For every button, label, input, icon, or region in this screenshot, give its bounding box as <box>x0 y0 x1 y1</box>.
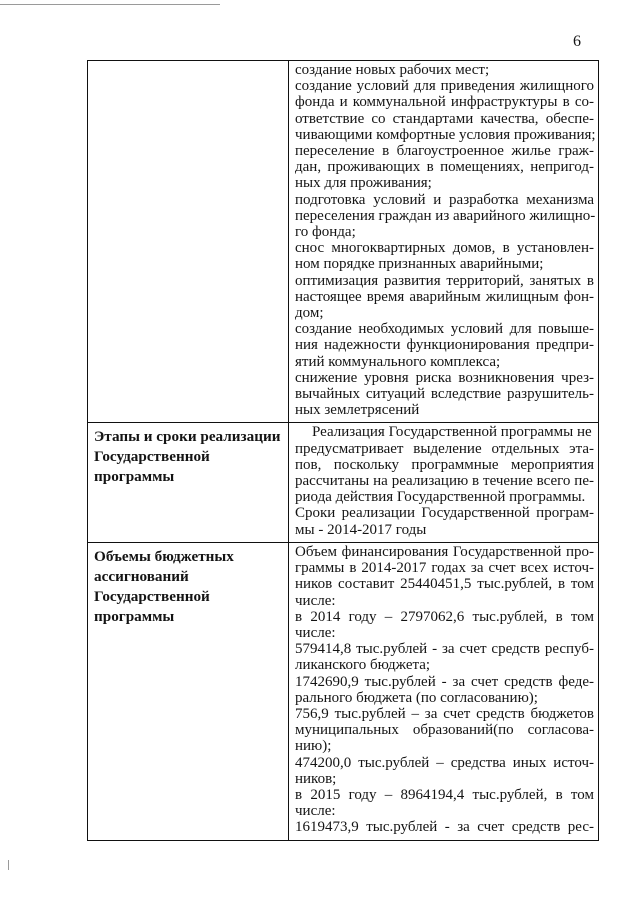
row-content-cell <box>289 542 599 840</box>
text-line: ятий коммунального комплекса; <box>295 353 501 370</box>
text-line: рассчитаны на реализацию в течение всего пе- <box>295 473 594 490</box>
row-content-cell <box>289 423 599 542</box>
row-label-cell <box>88 542 289 840</box>
text-line: предусматривает выделение отдельных эта- <box>295 440 594 457</box>
text-line: вычайных ситуаций вследствие разрушитель- <box>295 386 594 403</box>
text-line: дом; <box>295 305 324 322</box>
text-line: ном порядке признанных аварийными; <box>295 256 544 273</box>
text-line: Объем финансирования Государственной про- <box>295 543 594 560</box>
text-line: числе: <box>295 803 336 820</box>
text-line: рального бюджета (по согласованию); <box>295 689 538 706</box>
text-line: в 2015 году – 8964194,4 тыс.рублей, в том <box>295 786 594 803</box>
text-line: настоящее время аварийным жилищным фон- <box>295 288 594 305</box>
row-text <box>289 423 598 541</box>
text-line: создание необходимых условий для повыше- <box>295 321 594 338</box>
row-text <box>289 61 598 422</box>
text-line: муниципальных образований(по согласова- <box>295 722 594 739</box>
table-row-stages <box>88 423 599 542</box>
table-row-goals <box>88 61 599 423</box>
text-line: 1742690,9 тыс.рублей - за счет средств феде- <box>295 673 594 690</box>
row-label-cell <box>88 61 289 423</box>
row-label: Объемы бюджетных ассигнований Государственной программы <box>94 547 234 625</box>
text-line: в 2014 году – 2797062,6 тыс.рублей, в том <box>295 608 594 625</box>
row-content-cell <box>289 61 599 423</box>
text-line: ответствие со стандартами качества, обеспе- <box>295 110 594 127</box>
text-line: 756,9 тыс.рублей – за счет средств бюджетов <box>295 705 594 722</box>
text-line: создание условий для приведения жилищного <box>295 78 594 95</box>
text-line: подготовка условий и разработка механизма <box>295 191 594 208</box>
row-text <box>289 543 598 840</box>
text-line: 474200,0 тыс.рублей – средства иных источ- <box>295 754 594 771</box>
text-line: го фонда; <box>295 224 356 241</box>
text-line: снижение уровня риска возникновения чрез- <box>295 369 594 386</box>
text-line: ния надежности функционирования предпри- <box>295 337 594 354</box>
text-line: ных для проживания; <box>295 175 432 192</box>
text-line: ников; <box>295 770 337 787</box>
text-line: 579414,8 тыс.рублей - за счет средств респуб- <box>295 641 594 658</box>
text-line: нию); <box>295 738 332 755</box>
row-label-cell <box>88 423 289 542</box>
text-line: пов, поскольку программные мероприятия <box>295 456 594 473</box>
text-line: снос многоквартирных домов, в установлен- <box>295 240 594 257</box>
text-line: переселение в благоустроенное жилье граж- <box>295 143 594 160</box>
text-line: фонда и коммунальной инфраструктуры в со- <box>295 94 594 111</box>
text-line: ников составит 25440451,5 тыс.рублей, в том <box>295 576 594 593</box>
text-line: создание новых рабочих мест; <box>295 62 490 78</box>
page-number: 6 <box>573 33 581 50</box>
text-line: оптимизация развития территорий, занятых в <box>295 272 594 289</box>
text-line: чивающими комфортные условия проживания; <box>295 126 596 143</box>
program-passport-table <box>87 60 599 841</box>
text-line: Реализация Государственной программы не <box>312 424 592 441</box>
text-line: мы - 2014-2017 годы <box>295 521 427 538</box>
text-line: Сроки реализации Государственной програм- <box>295 505 594 522</box>
scan-margin-mark <box>8 860 9 870</box>
text-line: 1619473,9 тыс.рублей - за счет средств рес- <box>295 819 594 836</box>
scan-edge-line <box>0 4 220 5</box>
text-line: ных землетрясений <box>295 402 420 419</box>
text-line: риода действия Государственной программы. <box>295 489 586 506</box>
text-line: числе: <box>295 592 336 609</box>
text-line: числе: <box>295 624 336 641</box>
row-label <box>88 61 288 65</box>
text-line: ликанского бюджета; <box>295 657 431 674</box>
text-line: граммы в 2014-2017 годах за счет всех источ- <box>295 560 594 577</box>
table-row-budget <box>88 542 599 840</box>
text-line: дан, проживающих в помещениях, непригод- <box>295 159 594 176</box>
row-label: Этапы и сроки реализации Государственной программы <box>94 428 281 486</box>
text-line: переселения граждан из аварийного жилищно- <box>295 207 596 224</box>
